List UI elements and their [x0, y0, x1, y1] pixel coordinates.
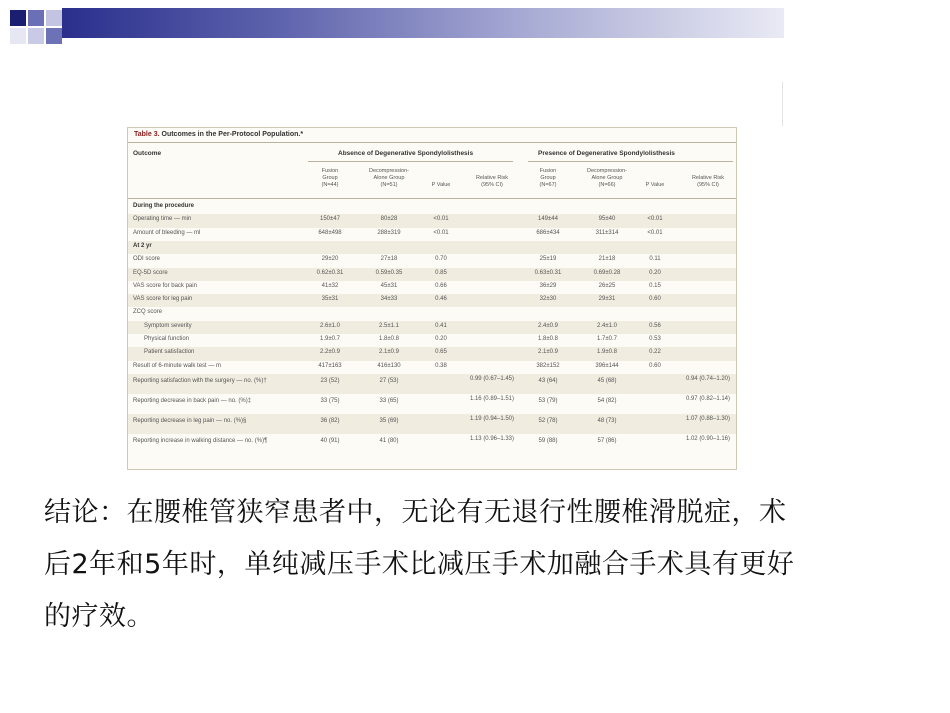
table-row: [128, 374, 736, 394]
header-gradient-bar: [62, 8, 784, 38]
decor-square: [28, 28, 44, 44]
row-label: Physical function: [144, 336, 190, 342]
table-row: [128, 294, 736, 307]
table-row: [128, 414, 736, 434]
row-label: Reporting increase in walking distance — no. (%)¶: [133, 437, 268, 444]
column-header: [360, 168, 418, 189]
table-cell: 34±33: [380, 296, 398, 303]
column-header-line: Group: [540, 175, 556, 181]
table-cell: 52 (78): [538, 417, 558, 424]
conclusion-line: 结论：在腰椎管狭窄患者中，无论有无退行性腰椎滑脱症，术: [44, 497, 787, 528]
decor-square: [46, 10, 62, 26]
row-label: Reporting decrease in back pain — no. (%)‡: [133, 397, 252, 404]
table-cell: 1.13 (0.96–1.33): [469, 435, 515, 442]
table-cell: 0.60: [649, 296, 661, 303]
table-cell: <0.01: [433, 229, 449, 236]
table-cell: 48 (73): [597, 417, 617, 424]
table-row: [128, 307, 736, 320]
table-row: [128, 334, 736, 347]
row-label: Symptom severity: [144, 322, 192, 329]
table-cell: 25±19: [539, 256, 557, 263]
table-label: Table 3.: [134, 131, 160, 138]
table-cell: 0.53: [649, 336, 661, 342]
table-cell: 0.20: [435, 336, 447, 342]
column-header-line: Decompression-: [586, 168, 628, 174]
table-cell: 41 (80): [379, 437, 399, 444]
table-cell: 396±144: [595, 362, 619, 369]
table-cell: 26±25: [598, 282, 616, 289]
table-cell: 311±314: [595, 229, 619, 236]
table-cell: 35±31: [321, 296, 339, 303]
column-header-line: (95% CI): [481, 182, 503, 188]
table-cell: 59 (88): [538, 437, 558, 444]
table-cell: 33 (75): [320, 397, 340, 404]
table-cell: 0.94 (0.74–1.20): [685, 375, 731, 382]
column-header: [684, 175, 732, 189]
row-label: Amount of bleeding — ml: [133, 229, 201, 236]
row-label: Operating time — min: [133, 216, 192, 223]
column-header-line: Relative Risk: [691, 175, 725, 181]
table-cell: 32±30: [539, 296, 557, 303]
row-label: Result of 6-minute walk test — m: [133, 362, 222, 369]
row-label: Reporting decrease in leg pain — no. (%)§: [133, 417, 247, 424]
table-row: [128, 214, 736, 227]
table-cell: 43 (64): [538, 377, 558, 384]
table-cell: 382±152: [536, 362, 560, 369]
decor-square: [10, 28, 26, 44]
table-cell: 36 (82): [320, 417, 340, 424]
header-decoration: [0, 0, 950, 48]
table-row: [128, 201, 736, 214]
conclusion-line: 后2年和5年时，单纯减压手术比减压手术加融合手术具有更好: [44, 549, 795, 580]
table-cell: 36±29: [539, 282, 557, 289]
table-row: [128, 434, 736, 454]
table-cell: 27 (53): [379, 377, 399, 384]
table-cell: 0.38: [435, 362, 447, 369]
table-cell: 0.62±0.31: [316, 269, 344, 276]
table-cell: 2.6±1.0: [320, 322, 340, 329]
table-cell: 21±18: [598, 256, 616, 263]
table-cell: 2.4±0.9: [538, 322, 558, 329]
column-header: [528, 168, 568, 189]
column-header: [426, 182, 456, 189]
table-cell: 0.11: [649, 256, 661, 263]
divider: [782, 82, 783, 126]
column-header-line: Alone Group: [591, 175, 623, 181]
table-cell: 45±31: [380, 282, 398, 289]
row-label: VAS score for leg pain: [133, 296, 193, 303]
conclusion-text: [44, 487, 924, 643]
table-cell: 0.63±0.31: [534, 269, 562, 276]
table-cell: 0.85: [435, 269, 447, 276]
table-cell: 53 (79): [538, 397, 558, 404]
table-cell: 1.19 (0.94–1.50): [469, 415, 515, 422]
table-cell: <0.01: [647, 216, 663, 223]
table-cell: 1.9±0.7: [320, 336, 340, 342]
table-row: [128, 361, 736, 374]
column-header-line: (N=66): [598, 182, 616, 188]
table-cell: 80±28: [380, 216, 398, 223]
table-rule: [308, 161, 513, 162]
column-header-line: (N=44): [321, 182, 339, 188]
table-cell: 0.99 (0.67–1.45): [469, 375, 515, 382]
table-row: [128, 321, 736, 334]
table-cell: 57 (86): [597, 437, 617, 444]
table-cell: 33 (65): [379, 397, 399, 404]
table-rule: [128, 142, 736, 143]
table-cell: 2.1±0.9: [379, 349, 399, 356]
column-header-line: (95% CI): [697, 182, 719, 188]
table-row: [128, 347, 736, 360]
table-cell: 0.65: [435, 349, 447, 356]
table-row: [128, 281, 736, 294]
table-cell: 2.5±1.1: [379, 322, 399, 329]
column-header: [468, 175, 516, 189]
table-cell: 54 (82): [597, 397, 617, 404]
column-header-line: Fusion: [321, 168, 339, 174]
table-cell: 41±32: [321, 282, 339, 289]
table-cell: 0.70: [435, 256, 447, 263]
table-cell: 40 (91): [320, 437, 340, 444]
column-header-line: Decompression-: [368, 168, 410, 174]
column-header-line: (N=67): [539, 182, 557, 188]
table-cell: 2.1±0.9: [538, 349, 558, 356]
table-row: [128, 394, 736, 414]
table-cell: 0.69±0.28: [593, 269, 621, 276]
outcomes-table: [127, 127, 737, 470]
table-cell: 648±498: [318, 229, 342, 236]
table-cell: 416±130: [377, 362, 401, 369]
column-header-line: P Value: [431, 182, 451, 188]
table-rule: [128, 198, 736, 199]
table-cell: 0.41: [435, 322, 447, 329]
table-cell: 0.56: [649, 322, 661, 329]
decor-square: [46, 28, 62, 44]
table-cell: 417±163: [318, 362, 342, 369]
table-row: [128, 228, 736, 241]
table-cell: 1.02 (0.90–1.16): [685, 435, 731, 442]
table-cell: <0.01: [647, 229, 663, 236]
conclusion-line: 的疗效。: [44, 601, 154, 632]
column-header-line: P Value: [645, 182, 665, 188]
table-cell: 150±47: [320, 216, 340, 223]
table-row: [128, 254, 736, 267]
table-cell: 0.97 (0.82–1.14): [685, 395, 731, 402]
table-cell: 35 (69): [379, 417, 399, 424]
column-header-line: (N=51): [380, 182, 398, 188]
column-header: [310, 168, 350, 189]
row-label: Reporting satisfaction with the surgery — no. (%)†: [133, 377, 267, 384]
group-header-presence: Presence of Degenerative Spondylolisthesis: [538, 150, 675, 157]
column-header-line: Fusion: [539, 168, 557, 174]
row-label: During the procedure: [133, 203, 195, 209]
table-cell: 288±319: [377, 229, 401, 236]
table-cell: 0.15: [649, 282, 661, 289]
table-cell: 45 (68): [597, 377, 617, 384]
row-label: At 2 yr: [133, 242, 152, 249]
column-header-line: Alone Group: [373, 175, 405, 181]
row-label: ZCQ score: [133, 309, 163, 316]
table-row: [128, 241, 736, 254]
table-cell: 1.9±0.8: [597, 349, 617, 356]
table-cell: 23 (52): [320, 377, 340, 384]
column-header: [578, 168, 636, 189]
table-caption: [134, 131, 303, 138]
table-cell: 1.8±0.8: [379, 336, 399, 342]
table-cell: 1.16 (0.89–1.51): [469, 395, 515, 402]
table-cell: 1.7±0.7: [597, 336, 617, 342]
table-cell: 0.59±0.35: [375, 269, 403, 276]
table-cell: 1.07 (0.88–1.30): [685, 415, 731, 422]
row-label: Patient satisfaction: [144, 349, 195, 356]
decor-square: [28, 10, 44, 26]
table-row: [128, 268, 736, 281]
decor-square: [10, 10, 26, 26]
table-cell: 2.4±1.0: [597, 322, 617, 329]
group-header-absence: Absence of Degenerative Spondylolisthesis: [338, 150, 474, 157]
outcome-header: Outcome: [133, 150, 162, 157]
row-label: ODI score: [133, 256, 161, 263]
table-cell: 27±18: [380, 256, 398, 263]
table-cell: 0.46: [435, 296, 447, 303]
table-title: Outcomes in the Per-Protocol Population.*: [161, 131, 304, 138]
table-cell: 0.22: [649, 349, 661, 356]
column-header: [640, 182, 670, 189]
table-cell: 2.2±0.9: [320, 349, 340, 356]
table-cell: 29±31: [598, 296, 616, 303]
table-cell: 0.20: [649, 269, 661, 276]
row-label: VAS score for back pain: [133, 282, 197, 289]
table-cell: 95±40: [598, 216, 616, 223]
table-cell: 0.66: [435, 282, 447, 289]
table-cell: 0.60: [649, 362, 661, 369]
table-cell: <0.01: [433, 216, 449, 223]
column-header-line: Relative Risk: [475, 175, 509, 181]
table-cell: 1.8±0.8: [538, 336, 558, 342]
column-header-line: Group: [322, 175, 338, 181]
table-cell: 686±434: [536, 229, 560, 236]
table-cell: 29±20: [321, 256, 339, 263]
table-cell: 149±44: [538, 216, 558, 223]
row-label: EQ-5D score: [133, 269, 168, 276]
table-rule: [528, 161, 733, 162]
